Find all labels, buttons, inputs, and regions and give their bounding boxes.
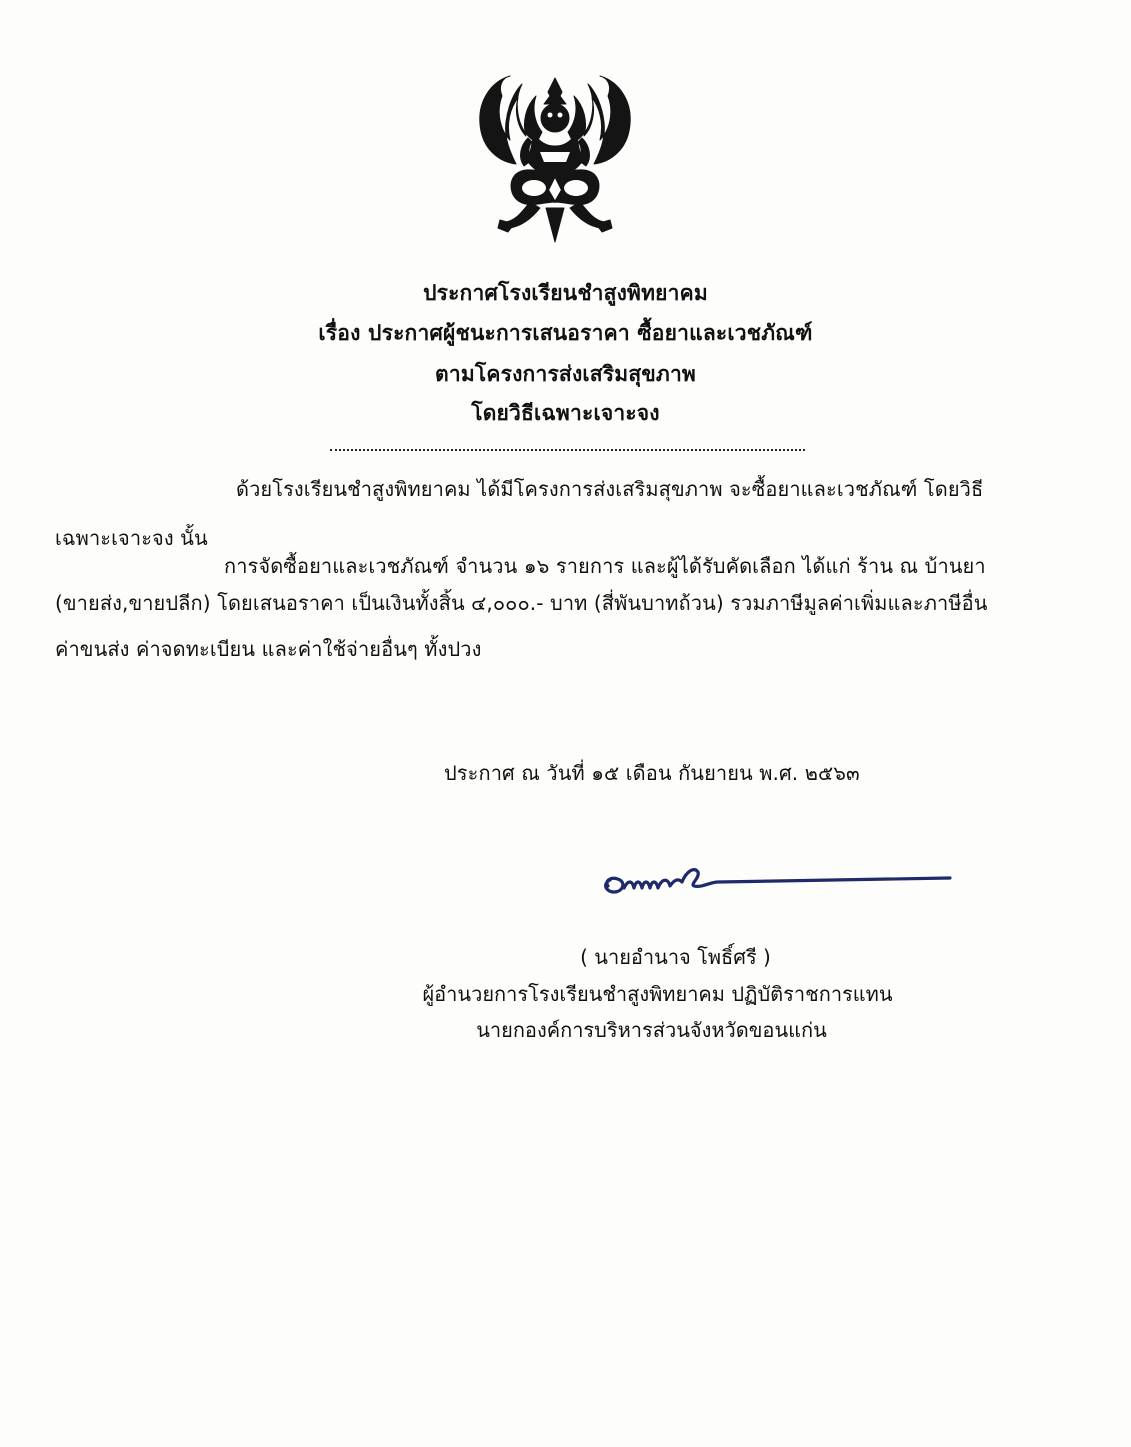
announcement-date: ประกาศ ณ วันที่ ๑๕ เดือน กันยายน พ.ศ. ๒๕๖๓ bbox=[444, 761, 860, 785]
dotted-divider bbox=[330, 449, 805, 451]
announcement-method: โดยวิธีเฉพาะเจาะจง bbox=[471, 401, 660, 425]
signatory-acting-for: นายกองค์การบริหารส่วนจังหวัดขอนแก่น bbox=[476, 1018, 827, 1042]
paragraph-2-line-1: การจัดซื้อยาและเวชภัณฑ์ จำนวน ๑๖ รายการ และผู้ได้รับคัดเลือก ได้แก่ ร้าน ณ บ้านยา bbox=[224, 554, 986, 578]
handwritten-signature bbox=[590, 850, 960, 910]
paragraph-1-line-1: ด้วยโรงเรียนชำสูงพิทยาคม ได้มีโครงการส่งเสริมสุขภาพ จะซื้อยาและเวชภัณฑ์ โดยวิธี bbox=[236, 477, 984, 501]
signatory-position: ผู้อำนวยการโรงเรียนชำสูงพิทยาคม ปฏิบัติราชการแทน bbox=[422, 982, 893, 1006]
paragraph-2-line-2: (ขายส่ง,ขายปลีก) โดยเสนอราคา เป็นเงินทั้งสิ้น ๔,๐๐๐.- บาท (สี่พันบาทถ้วน) รวมภาษีมูลค่าเพิ่มและภาษีอื่น bbox=[55, 591, 988, 615]
announcement-project: ตามโครงการส่งเสริมสุขภาพ bbox=[435, 362, 696, 386]
garuda-emblem-icon bbox=[470, 62, 640, 248]
announcement-title: ประกาศโรงเรียนชำสูงพิทยาคม bbox=[423, 281, 708, 305]
announcement-subject: เรื่อง ประกาศผู้ชนะการเสนอราคา ซื้อยาและเวชภัณฑ์ bbox=[318, 321, 813, 345]
signatory-name: ( นายอำนาจ โพธิ์ศรี ) bbox=[580, 945, 771, 969]
paragraph-1-line-2: เฉพาะเจาะจง นั้น bbox=[55, 526, 208, 550]
paragraph-2-line-3: ค่าขนส่ง ค่าจดทะเบียน และค่าใช้จ่ายอื่นๆ ทั้งปวง bbox=[55, 637, 482, 661]
